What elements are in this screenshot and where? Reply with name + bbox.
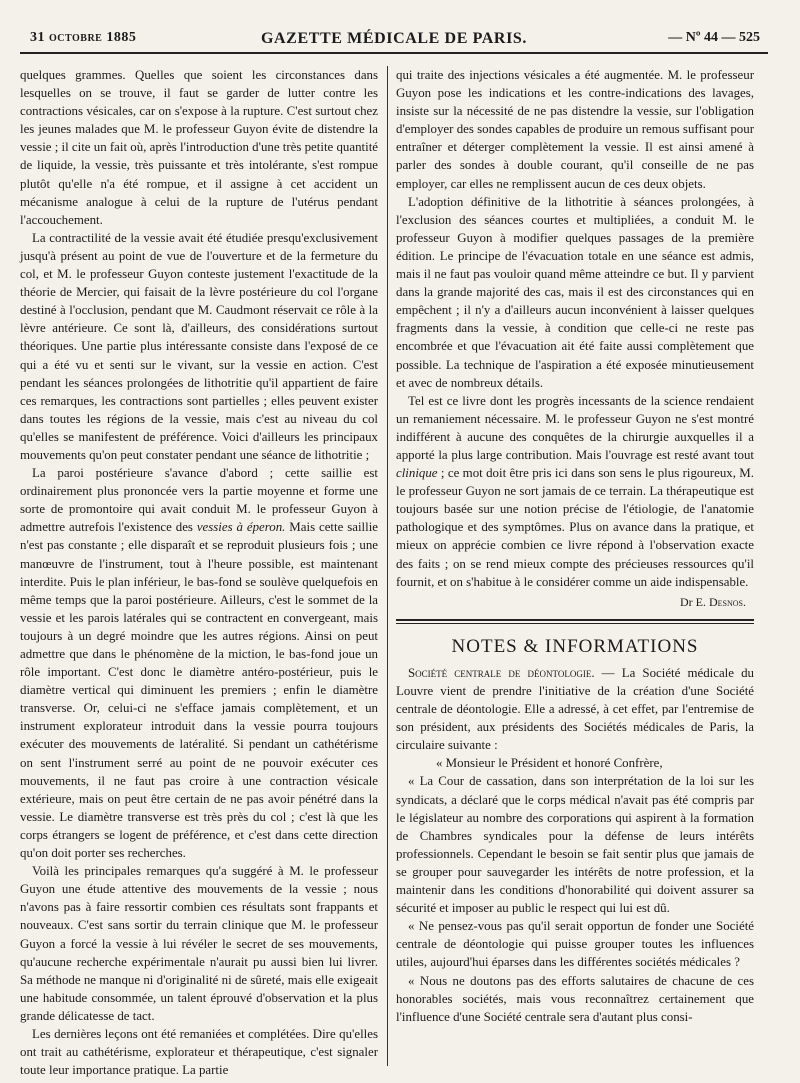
page-header [20, 18, 768, 54]
notes-paragraph-4: « Ne pensez-vous pas qu'il serait opportun de fonder une Société centrale de déontologie qui puisse grouper toutes les influences utiles, aujourd'hui éparses dans les différentes sociétés médicales ? [396, 919, 754, 970]
issue-page-number: — Nº 44 — 525 [668, 30, 760, 45]
notes-paragraph-2: « Monsieur le Président et honoré Confrère, [436, 756, 663, 771]
right-paragraph-3: Tel est ce livre dont les progrès incessants de la science rendaient un remaniement nécessaire. M. le professeur Guyon ne s'est montré indifférent à aucune des conquêtes de la chirurgie auxquelles il a apporté la plus large contribution. Mais l'ouvrage est resté avant tout clinique ; ce mot doit être pris ici dans son sens le plus rigoureux, M. le professeur Guyon ne sort jamais de ce terrain. La thérapeutique est toujours basée sur une notion précise de l'étiologie, de l'anatomie pathologique et des symptômes. Plus on avance dans la pratique, et mieux on apprécie combien ce livre répond à l'observation exacte des faits ; on se rend mieux compte des précieuses ressources qu'il fournit, et on s'habitue à le considérer comme un aide indispensable. [396, 393, 754, 589]
column-divider [387, 66, 388, 1066]
notes-paragraph-1: Société centrale de déontologie. — La Société médicale du Louvre vient de prendre l'initiative de la création d'une Société centrale de déontologie. Elle a adressé, à cet effet, par l'entremise de son président, aux présidents des Sociétés médicales de Paris, la circulaire suivante : [396, 665, 754, 753]
notes-paragraph-5: « Nous ne doutons pas des efforts salutaires de chacune de ces honorables sociétés, mais vous reconnaîtrez certainement que l'influence d'une Société centrale sera d'autant plus consi- [396, 973, 754, 1024]
author-signature: Dr E. Desnos. [679, 594, 746, 609]
right-paragraph-1: qui traite des injections vésicales a été augmentée. M. le professeur Guyon pose les indications et les contre-indications des lavages, insiste sur la nécessité de ne pas distendre la vessie, sur l'obligation d'employer des sondes capables de produire un remous suffisant pour entraîner et déterger complètement la vessie. Il est ainsi amené à parler des sondes à double courant, qu'il conseille de ne pas employer, car elles ne remplissent aucun de ces deux objets. [396, 68, 754, 191]
right-paragraph-2: L'adoption définitive de la lithotritie à séances prolongées, à l'exclusion des séances courtes et multipliées, a conduit M. le professeur Guyon à modifier quelques passages de la première édition. Le principe de l'évacuation totale en une séance est admis, mais il ne faut pas vouloir quand même atteindre ce but. Il y parvient dans la grande majorité des cas, mais il est des circonstances qui en empêchent ; il n'y a d'ailleurs aucun inconvénient à laisser quelques fragments dans la vessie, à condition que celle-ci ne reste pas encombrée et que l'évacuation ait été faite aussi complètement que possible. La technique de l'aspiration a été exposée minutieusement et avec de nombreux détails. [396, 194, 754, 390]
left-paragraph-2: La contractilité de la vessie avait été étudiée presqu'exclusivement jusqu'à présent au point de vue de l'ouverture et de la fermeture du col, et M. le professeur Guyon conteste justement l'exactitude de la théorie de Mercier, qui faisait de la lèvre postérieure du col l'organe destiné à l'occlusion, pendant que M. Caudmont réservait ce rôle à la lèvre antérieure. Ce sont là, d'ailleurs, des considérations surtout théoriques. Une partie plus intéressante consiste dans l'exposé de ce qui a été vu et senti sur le vivant, sur la vessie en action. C'est pendant les séances prolongées de lithotritie qu'il appartient de faire ces remarques, les contractions sont partielles ; elles peuvent exister dans toutes les régions de la vessie, mais c'est au niveau du col qu'elles se manifestent de préférence. Voici d'ailleurs les principaux mouvements qu'on peut constater pendant une séance de lithotritie ; [20, 230, 378, 462]
date-year: 1885 [106, 30, 137, 45]
section-divider-thin [396, 623, 754, 624]
newspaper-page [20, 18, 768, 1078]
left-paragraph-5: Les dernières leçons ont été remaniées et complétées. Dire qu'elles ont trait au cathétérisme, explorateur et thérapeutique, c'est signaler toute leur importance pratique. La partie [20, 1026, 378, 1078]
left-paragraph-3: La paroi postérieure s'avance d'abord ; cette saillie est ordinairement plus prononcée vers la partie moyenne et forme une sorte de promontoire qui avait conduit M. le professeur Guyon à admettre autrefois l'existence des vessies à éperon. Mais cette saillie n'est pas constante ; elle disparaît et se reproduit plusieurs fois ; une manœuvre de l'instrument, tout à l'heure possible, est maintenant interdite. Puis le plan inférieur, le bas-fond se soulève quelquefois en même temps que la paroi postérieure. Ailleurs, c'est le sommet de la vessie et les parois latérales qui se contractent en convergeant, mais toujours à un degré moindre que les autres régions. Ainsi on peut admettre que dans le phénomène de la miction, le bas-fond joue un rôle important. C'est donc le diamètre antéro-postérieur, puis le diamètre vertical qui diminuent les premiers ; enfin le diamètre transverse. Or, celui-ci ne s'efface jamais complètement, et un instrument explorateur introduit dans la vessie pourra toujours exécuter des mouvements de latéralité. Si pendant un cathétérisme on sent l'instrument serré au point de ne pouvoir exécuter ces mouvements, il ne faut pas croire à une contraction vésicale extérieure, mais on peut être certain de ne pas avoir pénétré dans la vessie. Le diamètre transverse est très près du col ; c'est là que les corps étrangers se logent de préférence, et c'est dans cette direction qu'on doit porter ses recherches. [20, 466, 378, 861]
journal-title: GAZETTE MÉDICALE DE PARIS. [260, 30, 527, 47]
date-day: 31 [30, 30, 45, 45]
section-title: NOTES & INFORMATIONS [451, 635, 699, 657]
date-month: octobre [49, 30, 103, 45]
left-paragraph-1: quelques grammes. Quelles que soient les circonstances dans lesquelles on se trouve, il faut se garder de lutter contre les contractions vésicales, car on s'expose à la rupture. C'est surtout chez les jeunes malades que M. le professeur Guyon évite de distendre la vessie ; il cite un fait où, après l'introduction d'une très petite quantité de liquide, la vessie, très puissante et très intolérante, s'est rompue plutôt qu'elle n'a été rompue, et il assigne à cet accident un mécanisme analogue à celui de la rupture de l'utérus pendant l'accouchement. [20, 68, 378, 227]
right-column [396, 66, 754, 1026]
left-column [20, 66, 378, 1079]
notes-paragraph-3: « La Cour de cassation, dans son interprétation de la loi sur les syndicats, a déclaré que le corps médical n'avait pas été compris par le législateur au nombre des corporations qui aspirent à la formation de Chambres syndicales pour la défense de leurs intérêts professionnels. Cependant le besoin se fait sentir plus que jamais de se grouper pour sauvegarder les intérêts de notre profession, et la maintenir dans les conditions d'honorabilité qui doivent assurer sa sécurité et imposer au public le respect qui lui est dû. [396, 774, 754, 916]
section-divider [396, 619, 754, 621]
left-paragraph-4: Voilà les principales remarques qu'a suggéré à M. le professeur Guyon une étude attentive des mouvements de la vessie ; nous n'avons pas à faire ressortir combien ces résultats sont frappants et nouveaux. C'est sans sortir du terrain clinique que M. le professeur Guyon a forcé la vessie à lui révéler le secret de ses mouvements, qu'aucune recherche expérimentale n'aurait pu aussi bien lui livrer. Sa méthode ne manque ni d'originalité ni de sûreté, mais elle exigeait une habitude consommée, un talent éprouvé d'observation et la plus grande délicatesse de tact. [20, 864, 378, 1023]
